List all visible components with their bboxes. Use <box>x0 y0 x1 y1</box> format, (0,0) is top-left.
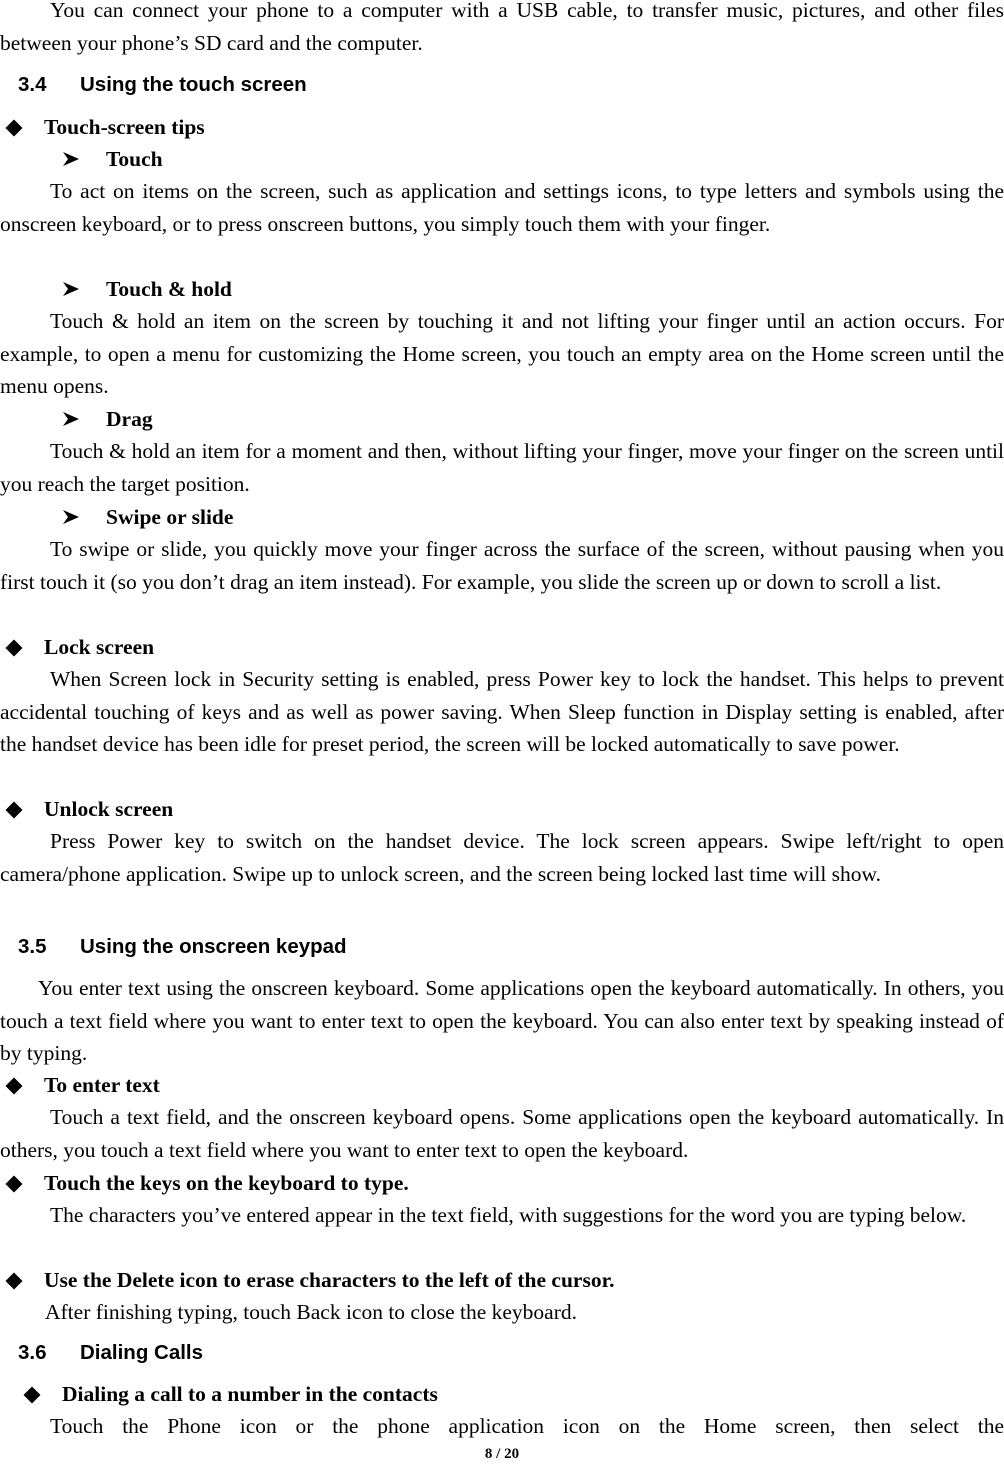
sub-bullet-label: Drag <box>106 407 153 431</box>
sub-bullet-label: Swipe or slide <box>106 505 234 529</box>
arrow-bullet-icon <box>62 281 80 297</box>
drag-paragraph: Touch & hold an item for a moment and then, without lifting your finger, move your finger on the screen until you reach the target position. <box>0 439 1004 496</box>
swipe-paragraph: To swipe or slide, you quickly move your finger across the surface of the screen, without pausing when you first touch it (so you don’t drag an item instead). For example, you slide the screen up or down to scroll a list. <box>0 537 1004 594</box>
diamond-bullet-icon <box>6 1176 23 1193</box>
sub-bullet-label: Touch & hold <box>106 277 232 301</box>
sub-bullet-label: Touch <box>106 147 163 171</box>
touch-keys-paragraph: The characters you’ve entered appear in the text field, with suggestions for the word you are typing below. <box>50 1203 967 1227</box>
bullet-heading: Touch the keys on the keyboard to type. <box>44 1171 409 1195</box>
bullet-heading: Use the Delete icon to erase characters to the left of the cursor. <box>44 1268 615 1292</box>
diamond-bullet-icon <box>24 1387 41 1404</box>
dialing-paragraph: Touch the Phone icon or the phone application icon on the Home screen, then select the <box>50 1414 1004 1438</box>
page-number: 8 / 20 <box>484 1446 520 1462</box>
bullet-heading: Touch-screen tips <box>44 115 205 139</box>
bullet-heading: Dialing a call to a number in the contacts <box>62 1382 438 1406</box>
diamond-bullet-icon <box>6 1273 23 1290</box>
section-title: Using the onscreen keypad <box>80 935 347 958</box>
keypad-intro-paragraph: You enter text using the onscreen keyboard. Some applications open the keyboard automatically. In others, you touch a text field where you want to enter text to open the keyboard. You can also enter text by speaking instead of by typing. <box>0 976 1004 1065</box>
touch-hold-paragraph: Touch & hold an item on the screen by touching it and not lifting your finger until an action occurs. For example, to open a menu for customizing the Home screen, you touch an empty area on the Home screen until the menu opens. <box>0 309 1004 398</box>
lock-screen-paragraph: When Screen lock in Security setting is enabled, press Power key to lock the handset. This helps to prevent accidental touching of keys and as well as power saving. When Sleep function in Display setting is enabled, after the handset device has been idle for preset period, the screen will be locked automatically to save power. <box>0 667 1004 756</box>
enter-text-paragraph: Touch a text field, and the onscreen keyboard opens. Some applications open the keyboard automatically. In others, you touch a text field where you want to enter text to open the keyboard. <box>0 1105 1004 1162</box>
diamond-bullet-icon <box>6 640 23 657</box>
section-title: Using the touch screen <box>80 73 307 96</box>
touch-paragraph: To act on items on the screen, such as application and settings icons, to type letters and symbols using the onscreen keyboard, or to press onscreen buttons, you simply touch them with your finger. <box>0 179 1004 236</box>
bullet-heading: To enter text <box>44 1073 160 1097</box>
arrow-bullet-icon <box>62 151 80 167</box>
bullet-heading: Lock screen <box>44 635 155 659</box>
diamond-bullet-icon <box>6 1078 23 1095</box>
arrow-bullet-icon <box>62 509 80 525</box>
bullet-heading: Unlock screen <box>44 797 174 821</box>
section-title: Dialing Calls <box>80 1341 204 1364</box>
section-number: 3.5 <box>18 935 47 958</box>
diamond-bullet-icon <box>6 120 23 137</box>
section-number: 3.4 <box>18 73 47 96</box>
arrow-bullet-icon <box>62 411 80 427</box>
diamond-bullet-icon <box>6 802 23 819</box>
section-number: 3.6 <box>18 1341 47 1364</box>
delete-paragraph: After finishing typing, touch Back icon to close the keyboard. <box>45 1300 577 1324</box>
unlock-screen-paragraph: Press Power key to switch on the handset device. The lock screen appears. Swipe left/right to open camera/phone application. Swipe up to unlock screen, and the screen being locked last time will show. <box>0 829 1004 886</box>
intro-paragraph: You can connect your phone to a computer with a USB cable, to transfer music, pictures, and other files between your phone’s SD card and the computer. <box>0 0 1004 55</box>
